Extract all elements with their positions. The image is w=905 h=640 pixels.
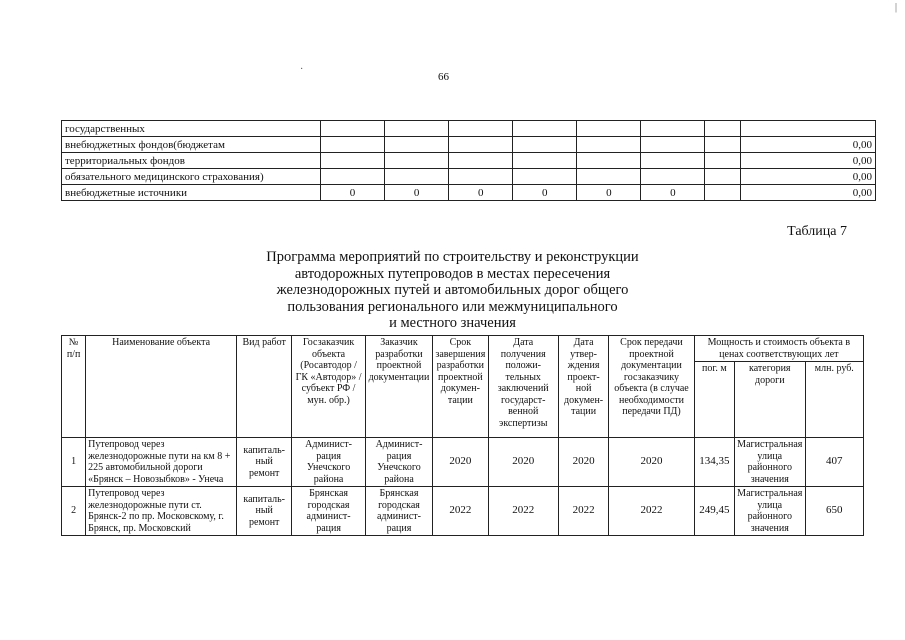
table-row <box>62 487 864 536</box>
funding-row-value <box>577 137 641 153</box>
funding-row <box>62 185 876 201</box>
header-approval: Дата утвер-ждения проект-ной докумен-тации <box>558 336 608 438</box>
funding-row-value <box>513 137 577 153</box>
cell-expertise: 2020 <box>488 438 558 487</box>
cell-customer: Брянская городская админист-рация <box>292 487 365 536</box>
funding-row-value <box>385 137 449 153</box>
funding-row-value <box>513 153 577 169</box>
cell-deadline: 2020 <box>433 438 488 487</box>
funding-row-value <box>641 137 705 153</box>
cell-category: Магистральная улица районного значения <box>734 438 805 487</box>
cell-num: 1 <box>62 438 86 487</box>
funding-row-value <box>513 121 577 137</box>
header-name: Наименование объекта <box>86 336 237 438</box>
header-transfer: Срок передачи проектной документации госзаказчику объекта (в случае необходимости передачи ПД) <box>609 336 695 438</box>
funding-row-value: 0 <box>577 185 641 201</box>
funding-row-value <box>385 153 449 169</box>
cell-transfer: 2020 <box>609 438 695 487</box>
funding-row-value <box>705 121 741 137</box>
cell-expertise: 2022 <box>488 487 558 536</box>
scan-speck: · <box>300 64 304 75</box>
funding-row-value <box>449 169 513 185</box>
funding-row-value <box>705 169 741 185</box>
funding-sources-body <box>62 121 876 201</box>
cell-length: 134,35 <box>694 438 734 487</box>
cell-developer: Админист-рация Унечского района <box>365 438 432 487</box>
funding-row-label: территориальных фондов <box>62 153 321 169</box>
funding-row-value <box>449 153 513 169</box>
funding-row-value <box>321 169 385 185</box>
funding-row-value <box>705 137 741 153</box>
header-deadline: Срок завершения разработки проектной докумен-тации <box>433 336 488 438</box>
header-cost: млн. руб. <box>805 362 863 438</box>
funding-row-label: внебюджетные источники <box>62 185 321 201</box>
title-line: пользования регионального или межмуниципального <box>287 298 618 315</box>
cell-work-type: капиталь-ный ремонт <box>237 487 292 536</box>
cell-work-type: капиталь-ный ремонт <box>237 438 292 487</box>
cell-customer: Админист-рация Унечского района <box>292 438 365 487</box>
title-line: автодорожных путепроводов в местах пересечения <box>294 265 611 282</box>
funding-row <box>62 137 876 153</box>
funding-row-total: 0,00 <box>741 185 876 201</box>
page-number: 66 <box>438 71 449 83</box>
funding-row-total: 0,00 <box>741 137 876 153</box>
header-length: пог. м <box>694 362 734 438</box>
cell-deadline: 2022 <box>433 487 488 536</box>
cell-name: Путепровод через железнодорожные пути ст. Брянск-2 по пр. Московскому, г. Брянск, пр. Московский <box>86 487 237 536</box>
funding-row-total: 0,00 <box>741 153 876 169</box>
cell-cost: 650 <box>805 487 863 536</box>
table-row <box>62 438 864 487</box>
header-developer: Заказчик разработки проектной документации <box>365 336 432 438</box>
funding-row <box>62 121 876 137</box>
funding-row-label: государственных <box>62 121 321 137</box>
funding-row-value: 0 <box>385 185 449 201</box>
funding-row-value: 0 <box>513 185 577 201</box>
cell-cost: 407 <box>805 438 863 487</box>
overpass-program-table <box>61 335 864 536</box>
funding-row-value: 0 <box>321 185 385 201</box>
funding-row-value: 0 <box>641 185 705 201</box>
funding-row-value <box>321 137 385 153</box>
funding-row-value <box>577 169 641 185</box>
cell-num: 2 <box>62 487 86 536</box>
funding-row-value <box>641 153 705 169</box>
cell-approval: 2022 <box>558 487 608 536</box>
funding-row-label: обязательного медицинского страхования) <box>62 169 321 185</box>
header-category: категория дороги <box>734 362 805 438</box>
funding-row-value <box>641 121 705 137</box>
funding-row-value <box>385 121 449 137</box>
funding-row-value <box>641 169 705 185</box>
funding-row-value <box>577 153 641 169</box>
funding-row-total: 0,00 <box>741 169 876 185</box>
funding-row-value <box>577 121 641 137</box>
funding-row-value <box>449 137 513 153</box>
title-line: железнодорожных путей и автомобильных дорог общего <box>276 282 629 298</box>
table-title <box>200 249 705 332</box>
header-work-type: Вид работ <box>237 336 292 438</box>
funding-row-label: внебюджетных фондов(бюджетам <box>62 137 321 153</box>
funding-row-value <box>705 153 741 169</box>
funding-row-value <box>513 169 577 185</box>
header-num: № п/п <box>62 336 86 438</box>
cell-category: Магистральная улица районного значения <box>734 487 805 536</box>
funding-row <box>62 169 876 185</box>
funding-row-value <box>385 169 449 185</box>
funding-row-total <box>741 121 876 137</box>
funding-row-value <box>449 121 513 137</box>
cell-transfer: 2022 <box>609 487 695 536</box>
header-expertise: Дата получения положи-тельных заключений государст-венной экспертизы <box>488 336 558 438</box>
header-customer: Госзаказчик объекта (Росавтодор / ГК «Автодор» / субъект РФ / мун. обр.) <box>292 336 365 438</box>
header-capacity-group: Мощность и стоимость объекта в ценах соответствующих лет <box>694 336 863 362</box>
funding-row-value <box>321 121 385 137</box>
table-label: Таблица 7 <box>787 224 847 239</box>
funding-row-value <box>705 185 741 201</box>
funding-row-value: 0 <box>449 185 513 201</box>
funding-sources-table <box>61 120 876 201</box>
corner-mark: | <box>895 2 898 13</box>
cell-name: Путепровод через железнодорожные пути на км 8 + 225 автомобильной дороги «Брянск – Новозыбков» - Унеча <box>86 438 237 487</box>
title-line: и местного значения <box>389 315 516 331</box>
title-line: Программа мероприятий по строительству и реконструкции <box>266 249 639 265</box>
cell-developer: Брянская городская админист-рация <box>365 487 432 536</box>
cell-approval: 2020 <box>558 438 608 487</box>
cell-length: 249,45 <box>694 487 734 536</box>
funding-row <box>62 153 876 169</box>
funding-row-value <box>321 153 385 169</box>
